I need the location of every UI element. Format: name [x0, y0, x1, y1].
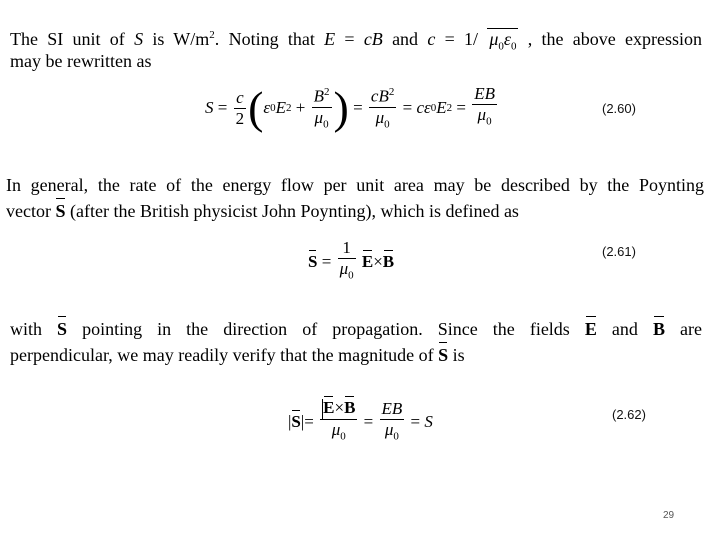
- page-number: 29: [663, 510, 675, 521]
- equation-2-61: S = $\frac{1}{\mu_0}$ E × B: [308, 238, 395, 282]
- equation-number-2-62: (2.62): [612, 407, 646, 422]
- equation-number-2-61: (2.61): [602, 244, 636, 259]
- paragraph-3-line-1: with S pointing in the direction of propagation. Since the fields E and B are: [10, 319, 702, 339]
- paragraph-1-line-2: may be rewritten as: [10, 51, 152, 71]
- equation-number-2-60: (2.60): [602, 101, 636, 116]
- equation-2-62: | S |= $\frac{E\times B}{\mu_0}$ = $\frac{EB}{\mu_0}$ = S: [288, 398, 433, 443]
- equation-2-60: S = $\frac{c}{2}$ ( ε 0 E 2 + $\frac{B^2}{\mu_0}$ ) = $\frac{cB^2}{\mu_0}$ = cε 0 E 2 = $\frac{EB}{\mu_0}$: [205, 82, 495, 134]
- paragraph-2-line-1: In general, the rate of the energy flow per unit area may be described by the Poynting: [6, 175, 704, 195]
- paragraph-1-line-1: The SI unit of S is $W/m^2$. Noting that E = cB and c = 1/ $\mu_0\varepsilon_0$ , the above expression: [10, 29, 702, 53]
- paragraph-2-line-2: vector S (after the British physicist John Poynting), which is defined as: [6, 201, 519, 221]
- paragraph-3-line-2: perpendicular, we may readily verify that the magnitude of S is: [10, 345, 465, 365]
